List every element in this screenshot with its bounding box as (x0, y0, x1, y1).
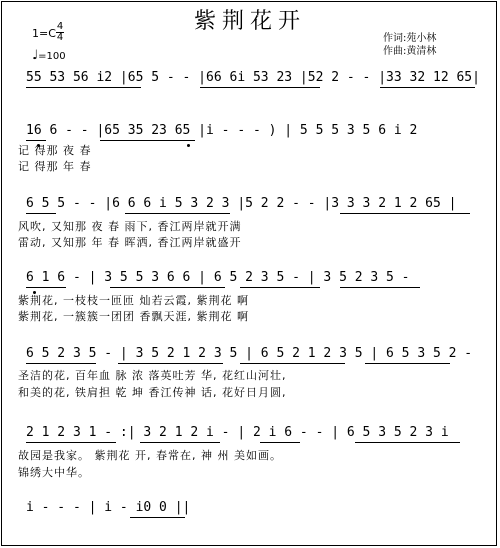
notation-row: 6 5 5 - - |6 6 6 i 5 3 2 3 |5 2 2 - - |3 3 3 2 1 2 65 | (26, 196, 457, 211)
composer-credit: 作曲:黄清林 (383, 46, 437, 57)
notation-row: i - - - | i - i0 0 || (26, 500, 191, 515)
lyricist-credit: 作词:苑小林 (383, 33, 437, 44)
beam-line (26, 442, 116, 443)
beam-line (26, 87, 141, 88)
song-title: 紫荆花开 (193, 9, 306, 34)
lyric-line-2: 和美的花, 铁肩担 乾 坤 香江传神 话, 花好日月圆, (18, 386, 287, 399)
notation-row: 2 1 2 3 1 - :| 3 2 1 2 i - | 2 i 6 - - | 6 5 3 5 2 3 i (26, 425, 449, 440)
beam-line (26, 213, 56, 214)
beam-line (140, 442, 220, 443)
lyric-line-1: 风吹, 又知那 夜 春 雨下, 香江两岸就开满 (18, 220, 242, 233)
beam-line (100, 140, 195, 141)
lyric-line-1: 故园是我家。 紫荆花 开, 春常在, 神 州 美如画。 (18, 449, 282, 462)
notation-row: 16 6 - - |65 35 23 65 |i - - - ) | 5 5 5 3 5 6 i 2 (26, 123, 418, 138)
time-signature (56, 22, 64, 43)
beam-line (240, 363, 345, 364)
quarter-note-icon: ♩ (32, 48, 39, 63)
low-octave-dot (187, 144, 190, 147)
beam-line (365, 363, 450, 364)
beam-line (340, 213, 470, 214)
notation-row: 6 5 2 3 5 - | 3 5 2 1 2 3 5 | 6 5 2 1 2 3 5 | 6 5 3 5 2 - (26, 346, 473, 361)
beam-line (240, 287, 320, 288)
lyric-line-2: 紫荆花, 一簇簇一团团 香飘天涯, 紫荆花 啊 (18, 310, 249, 323)
beam-line (110, 287, 225, 288)
lyric-line-1: 紫荆花, 一枝枝一匝匝 灿若云霞, 紫荆花 啊 (18, 294, 249, 307)
beam-line (26, 363, 96, 364)
lyric-line-2: 记 得那 年 春 (18, 160, 92, 173)
beam-line (26, 287, 66, 288)
beam-line (340, 287, 420, 288)
beam-line (380, 87, 475, 88)
time-signature-bottom: 4 (56, 32, 64, 43)
lyric-line-1: 记 得那 夜 春 (18, 144, 92, 157)
notation-row: 55 53 56 i2 |65 5 - - |66 6i 53 23 |52 2 - - |33 32 12 65| (26, 70, 480, 85)
time-signature-top: 4 (56, 21, 64, 32)
lyric-line-2: 锦绣大中华。 (18, 466, 90, 479)
beam-line (200, 87, 320, 88)
beam-line (118, 363, 223, 364)
beam-line (26, 140, 46, 141)
notation-row: 6 1 6 - | 3 5 5 3 6 6 | 6 5 2 3 5 - | 3 5 2 3 5 - (26, 270, 410, 285)
lyric-line-2: 雷动, 又知那 年 春 晖洒, 香江两岸就盛开 (18, 236, 242, 249)
beam-line (130, 517, 185, 518)
tempo-value: =100 (38, 51, 66, 62)
key-signature: 1=C (32, 27, 56, 40)
lyric-line-1: 圣洁的花, 百年血 脉 浓 落英吐芳 华, 花红山河壮, (18, 369, 287, 382)
tempo-marking (32, 48, 66, 63)
beam-line (260, 442, 300, 443)
beam-line (125, 213, 230, 214)
beam-line (355, 442, 460, 443)
